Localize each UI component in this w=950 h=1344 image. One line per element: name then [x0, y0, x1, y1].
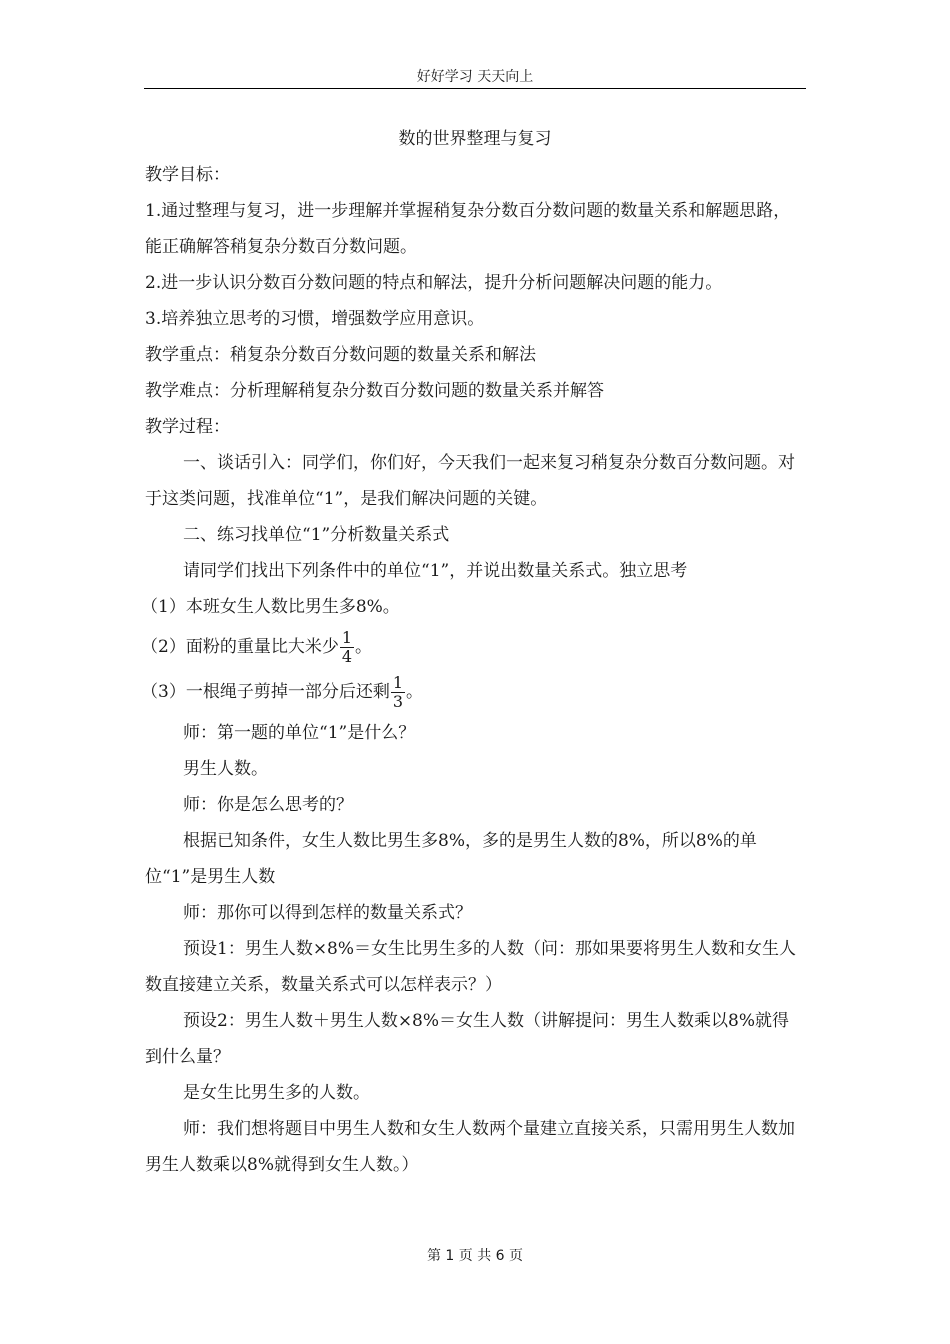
process-heading: 教学过程： [145, 417, 230, 437]
dialog-line: 师：你是怎么思考的？ [183, 795, 353, 815]
section-heading: 二、练习找单位“1”分析数量关系式 [183, 525, 450, 545]
exercise-text: （3）一根绳子剪掉一部分后还剩 [141, 682, 390, 702]
difficult-point: 教学难点：分析理解稍复杂分数百分数问题的数量关系并解答 [145, 381, 604, 401]
objective-item: 3.培养独立思考的习惯，增强数学应用意识。 [145, 309, 485, 329]
fraction [340, 629, 354, 666]
paragraph: 一、谈话引入：同学们，你们好，今天我们一起来复习稍复杂分数百分数问题。对于这类问题，找准单位“1”，是我们解决问题的关键。 [145, 453, 795, 509]
fraction [391, 674, 405, 711]
dialog-line: 男生人数。 [183, 759, 268, 779]
page-footer: 第 1 页 共 6 页 [426, 1248, 524, 1264]
page-header: 好好学习 天天向上 [416, 69, 534, 85]
document-body [141, 157, 805, 1183]
key-point: 教学重点：稍复杂分数百分数问题的数量关系和解法 [145, 345, 536, 365]
dialog-line: 根据已知条件，女生人数比男生多8%，多的是男生人数的8%，所以8%的单位“1”是男生人数 [145, 831, 757, 887]
exercise-item: （1）本班女生人数比男生多8%。 [141, 597, 400, 617]
dialog-line: 是女生比男生多的人数。 [183, 1083, 370, 1103]
fraction-numerator: 1 [341, 628, 353, 647]
objectives-heading: 教学目标： [145, 165, 230, 185]
dialog-line: 师：第一题的单位“1”是什么？ [183, 723, 416, 743]
dialog-line: 预设1：男生人数×8%＝女生比男生多的人数（问：那如果要将男生人数和女生人数直接建立关系，数量关系式可以怎样表示？） [145, 939, 797, 995]
fraction-numerator: 1 [392, 673, 404, 692]
dialog-line: 师：我们想将题目中男生人数和女生人数两个量建立直接关系，只需用男生人数加男生人数乘以8%就得到女生人数。） [145, 1119, 795, 1175]
exercise-item [141, 670, 805, 715]
objective-item: 2.进一步认识分数百分数问题的特点和解法，提升分析问题解决问题的能力。 [145, 273, 723, 293]
paragraph: 请同学们找出下列条件中的单位“1”，并说出数量关系式。独立思考 [183, 561, 688, 581]
dialog-line: 预设2：男生人数＋男生人数×8%＝女生人数（讲解提问：男生人数乘以8%就得到什么量？ [145, 1011, 789, 1067]
exercise-suffix: 。 [355, 637, 373, 657]
document-title: 数的世界整理与复习 [398, 129, 552, 149]
dialog-line: 师：那你可以得到怎样的数量关系式？ [183, 903, 472, 923]
objective-item: 1.通过整理与复习，进一步理解并掌握稍复杂分数百分数问题的数量关系和解题思路，能正确解答稍复杂分数百分数问题。 [145, 201, 791, 257]
exercise-text: （2）面粉的重量比大米少 [141, 637, 339, 657]
exercise-suffix: 。 [406, 682, 424, 702]
header-divider [144, 88, 806, 89]
fraction-denominator: 3 [392, 692, 404, 711]
exercise-item [141, 625, 805, 670]
fraction-denominator: 4 [341, 647, 353, 666]
